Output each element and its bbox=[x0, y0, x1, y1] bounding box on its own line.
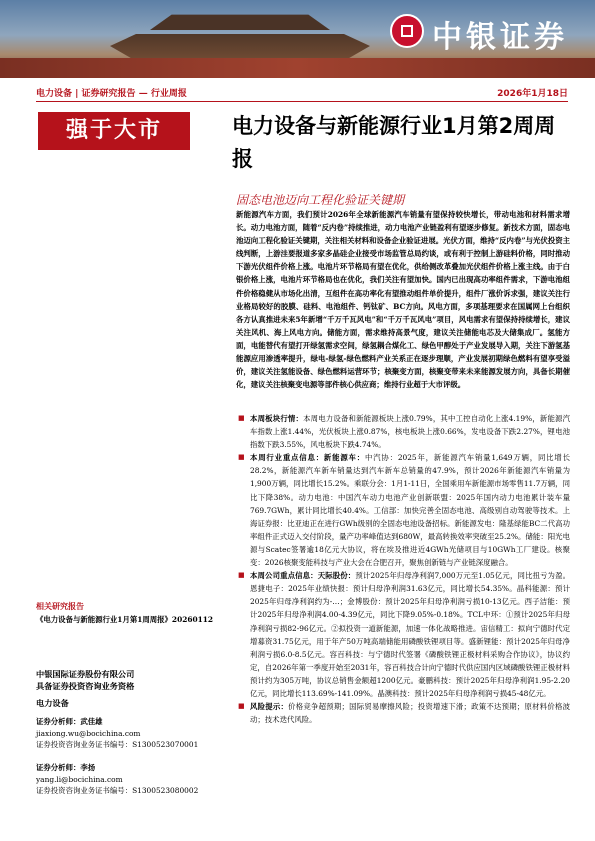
bullet-list bbox=[236, 412, 570, 726]
bullet-risk bbox=[236, 700, 570, 726]
analyst-role: 证券分析师：李扬 bbox=[36, 763, 96, 772]
bullet-head: 风险提示： bbox=[250, 702, 289, 712]
analyst-email[interactable]: yang.li@bocichina.com bbox=[36, 774, 123, 784]
analyst-email[interactable]: jiaxiong.wu@bocichina.com bbox=[36, 728, 141, 738]
summary-paragraph: 新能源汽车方面，我们预计2026年全球新能源汽车销量有望保持较快增长，带动电池和材料需求增长。动力电池方面，随着“反内卷”持续推进，动力电池产业链盈利有望逐步修复。新技术方面，固态电池迈向工程化验证关键期，关注相关材料和设备企业验证进展。光伏方面，维持“反内卷”与光伏投资主线判断，上游洼要报道多家多晶硅企业接受市场监管总局约谈，或有利于控制上游硅料价格，同时推动下游光伏组件价格上涨。电池片环节格局有望在优化，供给侧改革叠加光伏组件价格上涨主线。由于白银价格上涨，电池片环节格局也在优化，我们关注有望加快。国内已出现高功率组件需求，下游电池组件价格稳健从市场化出清，互组件在高功率化有望推动组件单价提升，组件厂涨价诉求强，建议关注行业格局较好的胶膜、硅料、电池组件、钙钛矿、BC方向。风电方面，多项基理要求在国属网上台组织各方认真推进未来5年新增“千万千瓦风电”和“千万千瓦风电”项目，风电需求有望保持持续增长，建议关注风机、海上风电方向。储能方面，需求维持高景气度，建议关注储能电芯及大储集成厂。氢能方面，电能替代有望打开绿氢需求空间，绿氢耦合煤化工、绿色甲醇处于产业发展导入期，关注下游氢基能源应用渗透率提升，绿电-绿氢-绿色燃料产业关系正在逐步理顺，产业发展初期绿色燃料有望享受溢价，建议关注氢能设备、绿色燃料运营环节；核聚变方面，核聚变带来未来能源发展方向，具备长期催化，建议关注核聚变电源等部件核心供应商；维持行业超于大市评级。 bbox=[236, 210, 570, 390]
bullet-head: 本周板块行情： bbox=[250, 414, 304, 423]
company-qualification: 具备证券投资咨询业务资格 bbox=[36, 681, 135, 691]
analyst-role: 证券分析师：武佳雄 bbox=[36, 717, 103, 726]
related-report-link[interactable]: 《电力设备与新能源行业1月第1周周报》20260112 bbox=[36, 615, 214, 624]
divider bbox=[36, 101, 568, 102]
building-roof-upper bbox=[150, 8, 330, 30]
report-date: 2026年1月18日 bbox=[497, 89, 568, 99]
header-banner bbox=[0, 0, 595, 78]
report-meta bbox=[36, 86, 568, 100]
building-wall bbox=[0, 58, 595, 78]
analyst-license: 证券投资咨询业务证书编号：S1300523080002 bbox=[36, 786, 199, 795]
boc-logo-icon bbox=[390, 14, 424, 48]
report-title: 电力设备与新能源行业1月第2周周报 bbox=[232, 114, 556, 171]
bullet-text: 预计2025年归母净利润7,000万元至1.05亿元，同比扭亏为盈。恩捷电子：2025年业绩快报：预计归母净利润31.63亿元，同比增长54.35%。晶科能源：预计2025年归母净利润约为-…；金博股份：预计2025年归母净利润亏损10-13亿元。西子洁能：预计2025年归母净利润4.00-4.39亿元，同比下降9.05%-0.18%。TCL中环：①预计2025年归母净利润亏损82-96亿元。②拟投资一道新能源，加速一体化战略推进。宙信精工：拟向宁德时代定增募资31.75亿元，用于年产50万吨高端储能用磷酸铁锂项目等。盛新锂能：预计2025年归母净利润亏损6.0-8.5亿元。容百科技：与宁德时代签署《磷酸铁锂正极材料采购合作协议》，协议约定，自2026年第一季度开始至2031年，容百科技合计向宁德时代供应国内区域磷酸铁锂正极材料预计约为305万吨，协议总销售金额超1200亿元。豪鹏科技：预计2025年归母净利润1.95-2.20亿元，同比增长113.69%-141.09%。晶澳科技：预计2025年归母净利润亏损45-48亿元。 bbox=[250, 571, 570, 698]
sector-label: 电力设备 bbox=[36, 698, 69, 708]
company-name: 中银国际证券股份有限公司 bbox=[36, 669, 135, 679]
brand-name: 中银证券 bbox=[432, 20, 568, 55]
related-reports-title: 相关研究报告 bbox=[36, 602, 84, 611]
breadcrumb: 电力设备 | 证券研究报告 — 行业周报 bbox=[36, 89, 187, 99]
analyst-block bbox=[36, 762, 236, 797]
bullet-head: 本周公司重点信息：天际股份： bbox=[250, 571, 356, 581]
bullet-industry-news bbox=[236, 451, 570, 569]
analyst-license: 证券投资咨询业务证书编号：S1300523070001 bbox=[36, 740, 199, 749]
rating-badge: 强于大市 bbox=[38, 112, 190, 150]
bullet-market bbox=[236, 412, 570, 451]
brand-logo bbox=[386, 10, 595, 55]
bullet-text: 价格竞争超预期；国际贸易摩擦风险；投资增速下滑；政策不达预期；原材料价格波动；技术迭代风险。 bbox=[250, 702, 570, 725]
bullet-head: 本周行业重点信息：新能源车： bbox=[250, 453, 365, 463]
analyst-block bbox=[36, 716, 236, 751]
company-block bbox=[36, 668, 226, 692]
report-subtitle: 固态电池迈向工程化验证关键期 bbox=[236, 193, 405, 207]
bullet-text: 中汽协：2025年，新能源汽车销量1,649万辆，同比增长28.2%，新能源汽车新车销量达到汽车新车总销量的47.9%，预计2026年新能源汽车销量为1,900万辆，同比增长15.2%。乘联分会：1月1-11日，全国乘用车新能源市场零售11.7万辆，同比下降38%。动力电池：中国汽车动力电池产业创新联盟：2025年国内动力电池累计装车量769.7GWh，累计同比增长40.4%。工信部：加快完善全固态电池、高级别自动驾驶等技术。上海证券报：比亚迪正在进行GWh级别的全固态电池设备招标。新能源发电：隆基绿能BC二代高功率组件正式迈入交付阶段，量产功率峰值达到680W，最高转换效率突破至25.2%。储能：阳光电源与Scatec签署逾18亿元大协议，将在埃及推进近4GWh光储项目与10GWh工厂建设。核聚变：2026核聚变能科技与产业大会在合肥召开，聚焦创新链与产业链深度融合。 bbox=[250, 453, 570, 568]
bullet-text: 本周电力设备和新能源板块上涨0.79%，其中工控自动化上涨4.19%，新能源汽车指数上涨1.44%，光伏板块上涨0.87%，核电板块上涨0.66%，发电设备下跌2.27%，锂电池指数下跌3.55%，风电板块下跌4.74%。 bbox=[250, 414, 570, 450]
bullet-company-news bbox=[236, 569, 570, 700]
